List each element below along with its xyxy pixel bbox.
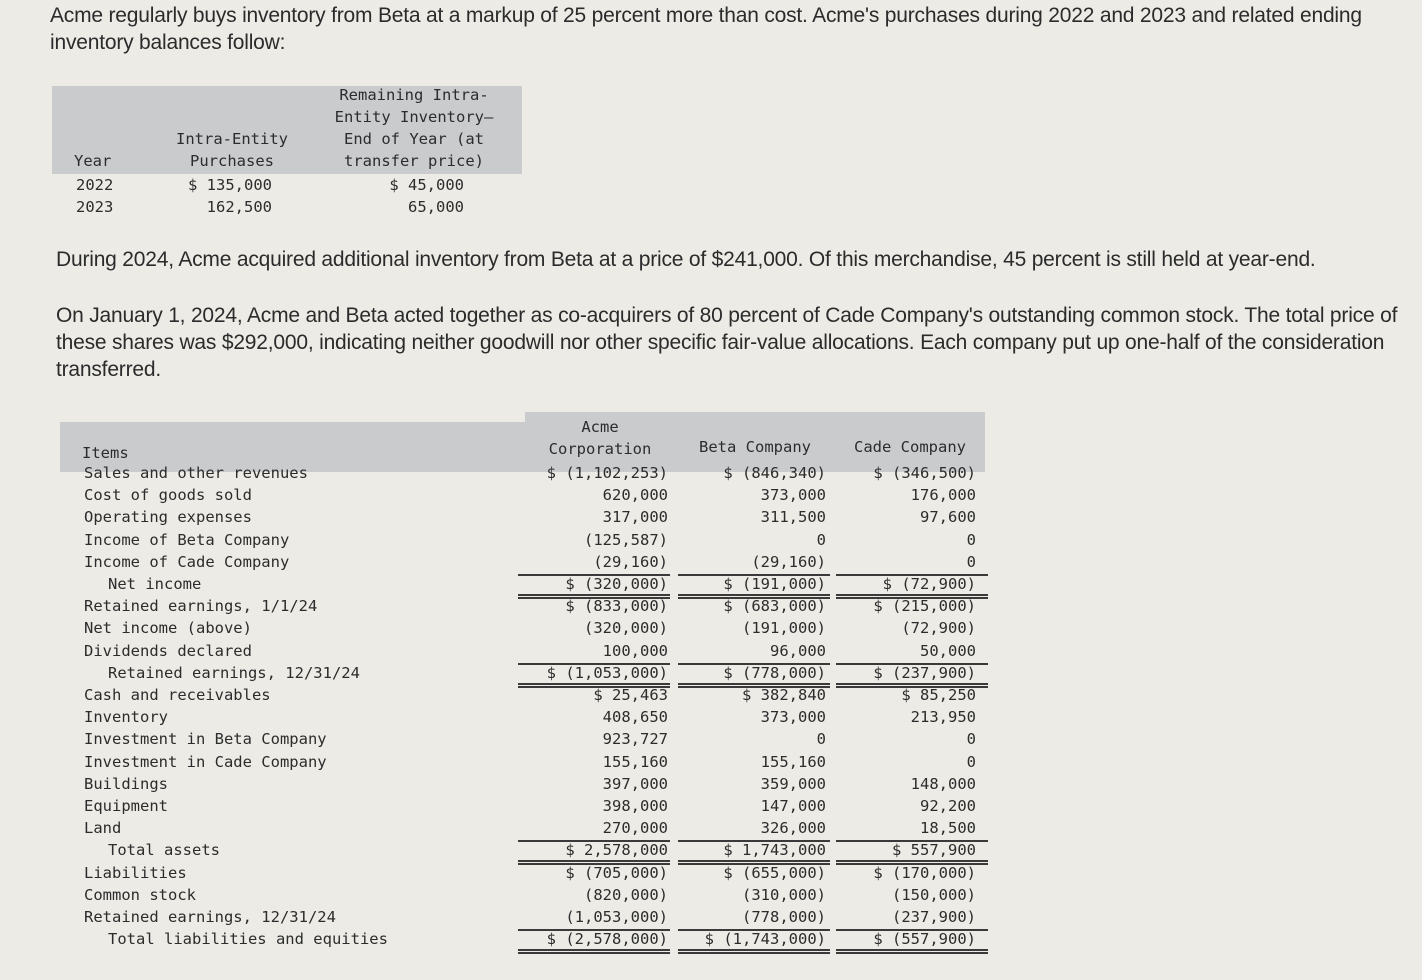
- cade-value: (150,000): [892, 885, 976, 904]
- inventory-2024-paragraph: During 2024, Acme acquired additional inventory from Beta at a price of $241,000. Of this merchandise, 45 percent is still held at year-end.: [56, 248, 1316, 271]
- year-header: Year: [74, 152, 112, 170]
- acme-value: 270,000: [602, 819, 668, 838]
- beta-value: 96,000: [770, 641, 826, 660]
- subtotal-rule: [518, 929, 670, 931]
- remaining-cell: $ 45,000: [389, 176, 464, 194]
- total-double-rule: [678, 949, 830, 954]
- year-cell: 2022: [76, 176, 114, 194]
- row-label: Retained earnings, 12/31/24: [84, 908, 336, 926]
- cade-column-header: Cade Company: [854, 438, 966, 456]
- row-label: Net income: [108, 575, 202, 593]
- cade-value: $ 557,900: [892, 841, 976, 860]
- subtotal-rule: [678, 929, 830, 931]
- acme-value: $ (320,000): [565, 575, 668, 593]
- acme-value: (320,000): [584, 619, 668, 638]
- subtotal-rule: [678, 574, 830, 576]
- remaining-header-line-1: Remaining Intra-: [339, 86, 489, 104]
- beta-value: $ (1,743,000): [704, 930, 826, 949]
- cade-value: 0: [966, 752, 976, 771]
- cade-value: 0: [966, 530, 976, 549]
- subtotal-rule: [678, 663, 830, 665]
- acme-value: 398,000: [602, 797, 668, 815]
- beta-value: 373,000: [760, 708, 826, 727]
- acme-value: $ 25,463: [593, 686, 668, 704]
- beta-value: (29,160): [751, 552, 826, 571]
- subtotal-rule: [678, 840, 830, 842]
- acme-value: $ (705,000): [565, 863, 668, 882]
- acme-value: 620,000: [602, 486, 668, 505]
- cade-value: $ 85,250: [901, 686, 976, 704]
- purchases-cell: 162,500: [206, 198, 272, 216]
- beta-value: (778,000): [742, 908, 826, 926]
- acme-value: 100,000: [602, 641, 668, 660]
- row-label: Net income (above): [84, 619, 252, 638]
- acme-value: (820,000): [584, 885, 668, 904]
- items-header: Items: [82, 444, 129, 462]
- subtotal-rule: [836, 840, 988, 842]
- beta-value: (310,000): [742, 885, 826, 904]
- beta-value: $ (191,000): [723, 575, 826, 593]
- subtotal-rule: [518, 663, 670, 665]
- cade-value: 0: [966, 730, 976, 749]
- financial-statements-table: [60, 412, 990, 972]
- row-label: Land: [84, 819, 122, 838]
- cade-acquisition-paragraph: On January 1, 2024, Acme and Beta acted together as co-acquirers of 80 percent of Cade Company's outstanding common stock. The total price of these shares was $292,000, indicating neither goodwill nor other specific fair-value allocations. Each company put up one-half of the consideration transferred.: [56, 304, 1398, 381]
- cade-value: 213,950: [910, 708, 976, 727]
- total-double-rule: [518, 949, 670, 954]
- cade-value: 0: [966, 552, 976, 571]
- beta-value: 0: [816, 530, 826, 549]
- beta-value: $ 382,840: [742, 686, 826, 704]
- row-label: Common stock: [84, 885, 196, 904]
- beta-value: $ (655,000): [723, 863, 826, 882]
- beta-value: 373,000: [760, 486, 826, 505]
- beta-value: 155,160: [760, 752, 826, 771]
- subtotal-rule: [836, 929, 988, 931]
- cade-value: (72,900): [901, 619, 976, 638]
- acme-value: (1,053,000): [565, 908, 668, 926]
- row-label: Investment in Beta Company: [84, 730, 327, 749]
- beta-value: $ (846,340): [723, 464, 826, 482]
- acme-value: (125,587): [584, 530, 668, 549]
- cade-value: 50,000: [920, 641, 976, 660]
- remaining-header-line-2: Entity Inventory—: [334, 108, 494, 126]
- row-label: Cash and receivables: [84, 686, 271, 704]
- acme-value: $ (2,578,000): [546, 930, 668, 949]
- beta-column-header: Beta Company: [699, 438, 811, 456]
- cade-value: (237,900): [892, 908, 976, 926]
- acme-value: $ (1,102,253): [546, 464, 668, 482]
- remaining-cell: 65,000: [408, 198, 464, 216]
- purchases-header-line-1: Intra-Entity: [176, 130, 288, 148]
- subtotal-rule: [836, 663, 988, 665]
- row-label: Total liabilities and equities: [108, 930, 388, 949]
- row-label: Dividends declared: [84, 641, 252, 660]
- acme-value: 408,650: [602, 708, 668, 727]
- acme-value: 397,000: [602, 774, 668, 793]
- acme-column-header-line-1: Acme: [581, 418, 619, 436]
- row-label: Cost of goods sold: [84, 486, 252, 505]
- row-label: Total assets: [108, 841, 220, 860]
- cade-value: 176,000: [910, 486, 976, 505]
- beta-value: 359,000: [760, 774, 826, 793]
- row-label: Inventory: [84, 708, 168, 727]
- total-double-rule: [836, 949, 988, 954]
- beta-value: 311,500: [760, 508, 826, 527]
- row-label: Retained earnings, 12/31/24: [108, 663, 360, 682]
- acme-value: 923,727: [602, 730, 668, 749]
- row-label: Sales and other revenues: [84, 464, 308, 482]
- acme-value: $ (1,053,000): [546, 663, 668, 682]
- cade-value: $ (557,900): [873, 930, 976, 949]
- remaining-header-line-4: transfer price): [344, 152, 484, 170]
- beta-value: 326,000: [760, 819, 826, 838]
- beta-value: (191,000): [742, 619, 826, 638]
- acme-value: 317,000: [602, 508, 668, 527]
- cade-value: $ (237,900): [873, 663, 976, 682]
- remaining-header-line-3: End of Year (at: [344, 130, 484, 148]
- row-label: Operating expenses: [84, 508, 252, 527]
- subtotal-rule: [836, 574, 988, 576]
- intra-entity-purchases-table: [52, 86, 522, 224]
- row-label: Investment in Cade Company: [84, 752, 327, 771]
- row-label: Income of Beta Company: [84, 530, 290, 549]
- intro-paragraph: Acme regularly buys inventory from Beta at a markup of 25 percent more than cost. Acme's purchases during 2022 and 2023 and related ending inventory balances follow:: [50, 4, 1362, 54]
- subtotal-rule: [518, 840, 670, 842]
- cade-value: $ (170,000): [873, 863, 976, 882]
- row-label: Equipment: [84, 797, 168, 815]
- beta-value: $ (683,000): [723, 597, 826, 616]
- beta-value: $ (778,000): [723, 663, 826, 682]
- cade-value: 18,500: [920, 819, 976, 838]
- acme-value: (29,160): [593, 552, 668, 571]
- cade-value: 97,600: [920, 508, 976, 527]
- purchases-cell: $ 135,000: [188, 176, 272, 194]
- row-label: Buildings: [84, 774, 168, 793]
- purchases-header-line-2: Purchases: [190, 152, 274, 170]
- acme-value: $ (833,000): [565, 597, 668, 616]
- subtotal-rule: [518, 574, 670, 576]
- row-label: Income of Cade Company: [84, 552, 290, 571]
- beta-value: $ 1,743,000: [723, 841, 826, 860]
- row-label: Retained earnings, 1/1/24: [84, 597, 318, 616]
- row-label: Liabilities: [84, 863, 187, 882]
- acme-column-header-line-2: Corporation: [548, 440, 652, 458]
- cade-value: 92,200: [920, 797, 976, 815]
- cade-value: $ (215,000): [873, 597, 976, 616]
- acme-value: 155,160: [602, 752, 668, 771]
- cade-value: $ (346,500): [873, 464, 976, 482]
- year-cell: 2023: [76, 198, 114, 216]
- beta-value: 0: [816, 730, 826, 749]
- beta-value: 147,000: [760, 797, 826, 815]
- cade-value: 148,000: [910, 774, 976, 793]
- cade-value: $ (72,900): [882, 575, 976, 593]
- acme-value: $ 2,578,000: [565, 841, 668, 860]
